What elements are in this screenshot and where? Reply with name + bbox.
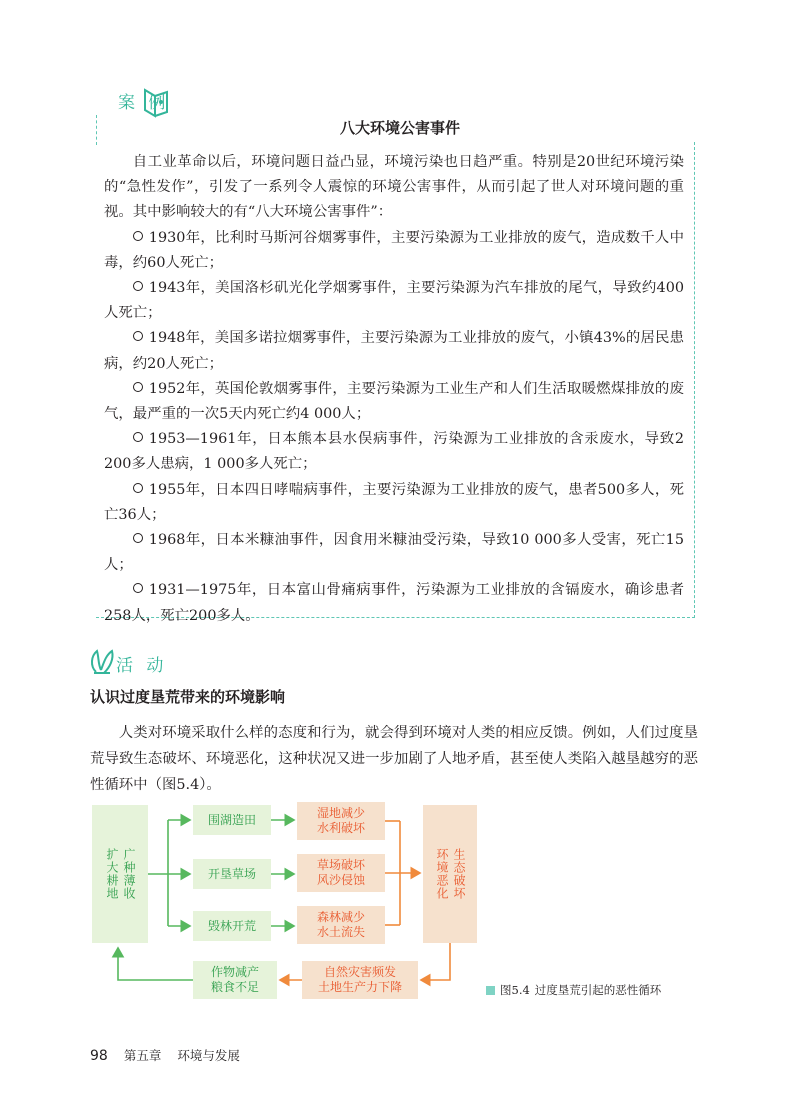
case-item-3: 1948年，美国多诺拉烟雾事件，主要污染源为工业排放的废气，小镇43%的居民患病，约20人死亡； (104, 330, 684, 372)
page-footer (90, 1046, 252, 1064)
caption-number: 图5.4 (500, 983, 530, 997)
activity-label: 活 动 (116, 656, 168, 676)
page-number: 98 (90, 1048, 108, 1064)
case-item-4: 1952年，英国伦敦烟雾事件，主要污染源为工业生产和人们生活取暖燃煤排放的废气，最严重的一次5天内死亡约4 000人； (104, 380, 684, 423)
start-box: 扩大耕地 广种薄收 (92, 805, 148, 943)
case-item-8: 1931—1975年，日本富山骨痛病事件，污染源为工业排放的含镉废水，确诊患者258人，死亡200多人。 (104, 582, 684, 624)
case-item-5: 1953—1961年，日本熊本县水俣病事件，污染源为工业排放的含汞废水，导致2 200多人患病，1 000多人死亡； (104, 431, 684, 473)
case-label: 案 例 (118, 93, 170, 113)
activity-body: 人类对环境采取什么样的态度和行为，就会得到环境对人类的相应反馈。例如，人们过度垦荒导致生态破坏、环境恶化，这种状况又进一步加剧了人地矛盾，甚至使人类陷入越垦越穷的恶性循环中（图5.4）。 (90, 725, 698, 793)
activity-title: 认识过度垦荒带来的环境影响 (90, 688, 286, 706)
caption-text: 过度垦荒引起的恶性循环 (534, 983, 662, 997)
caption-square-icon (486, 986, 495, 995)
case-item-1: 1930年，比利时马斯河谷烟雾事件，主要污染源为工业排放的废气，造成数千人中毒，约60人死亡； (104, 229, 684, 271)
case-item-2: 1943年，美国洛杉矶光化学烟雾事件，主要污染源为汽车排放的尾气，导致约400人死亡； (104, 280, 684, 322)
case-item-7: 1968年，日本米糠油事件，因食用米糠油受污染，导致10 000多人受害，死亡15人； (104, 532, 684, 574)
effect-box-2: 草场破坏 风沙侵蚀 (297, 854, 385, 892)
effect-box-3: 森林减少 水土流失 (297, 906, 385, 944)
figure-caption (486, 982, 661, 998)
chapter-title: 环境与发展 (177, 1048, 240, 1063)
case-item-6: 1955年，日本四日哮喘病事件，主要污染源为工业排放的废气，患者500多人，死亡36人； (104, 481, 684, 523)
disaster-box: 自然灾害频发 土地生产力下降 (302, 961, 418, 999)
case-intro: 自工业革命以后，环境问题日益凸显，环境污染也日趋严重。特别是20世纪环境污染的“急性发作”，引发了一系列令人震惊的环境公害事件，从而引起了世人对环境问题的重视。其中影响较大的有“八大环境公害事件”： (104, 154, 684, 221)
action-box-3: 毁林开荒 (193, 911, 271, 941)
chapter-number: 第五章 (123, 1048, 162, 1063)
outcome-box: 作物减产 粮食不足 (193, 961, 277, 999)
effect-box-1: 湿地减少 水利破坏 (297, 802, 385, 840)
action-box-2: 开垦草场 (193, 859, 271, 889)
action-box-1: 围湖造田 (193, 805, 271, 835)
case-title: 八大环境公害事件 (339, 119, 460, 137)
result-box: 环境恶化 生态破坏 (423, 805, 477, 943)
